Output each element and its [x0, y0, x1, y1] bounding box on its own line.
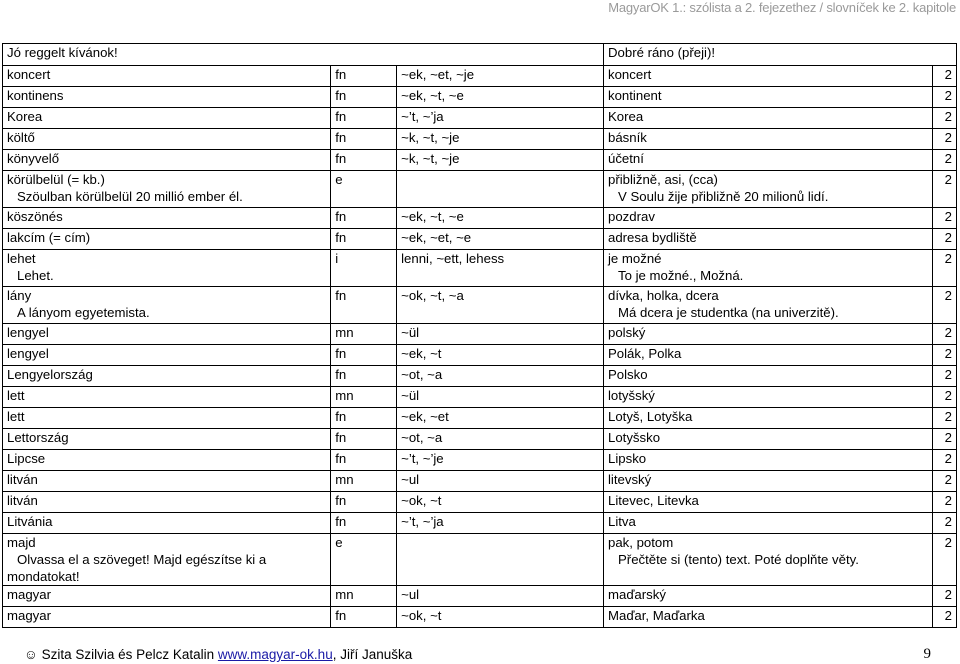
czech-translation: lotyšský: [608, 388, 655, 403]
table-row: [3, 366, 957, 387]
czech-example: Má dcera je studentka (na univerzitě).: [618, 305, 839, 320]
word-forms-cell: [397, 150, 604, 171]
footer-credits: [24, 647, 412, 662]
chapter-number: 2: [944, 288, 952, 303]
translation-cell: [604, 366, 933, 387]
chapter-number-cell: [933, 66, 957, 87]
chapter-number: 2: [944, 608, 952, 623]
part-of-speech-cell: [331, 287, 397, 324]
chapter-number-cell: [933, 108, 957, 129]
word-forms-cell: [397, 171, 604, 208]
part-of-speech-cell: [331, 450, 397, 471]
czech-translation: je možné: [608, 251, 662, 266]
word-cell: [3, 108, 331, 129]
vocabulary-table: [2, 43, 957, 628]
table-row: [3, 87, 957, 108]
czech-translation: přibližně, asi, (cca): [608, 172, 718, 187]
part-of-speech-cell: [331, 471, 397, 492]
hungarian-word: lengyel: [7, 325, 49, 340]
hungarian-word: Litvánia: [7, 514, 53, 529]
word-cell: [3, 345, 331, 366]
chapter-number-cell: [933, 150, 957, 171]
hungarian-word: Lettország: [7, 430, 69, 445]
translation-cell: [604, 513, 933, 534]
word-cell: [3, 87, 331, 108]
footer-website-link[interactable]: www.magyar-ok.hu: [217, 647, 333, 662]
table-row: [3, 534, 957, 586]
part-of-speech-cell: [331, 513, 397, 534]
part-of-speech-cell: [331, 429, 397, 450]
part-of-speech-cell: [331, 150, 397, 171]
running-header: MagyarOK 1.: szólista a 2. fejezethez / slovníček ke 2. kapitole: [608, 0, 956, 15]
translation-cell: [604, 287, 933, 324]
part-of-speech: fn: [335, 209, 347, 224]
part-of-speech: fn: [335, 514, 347, 529]
czech-translation: Lotyšsko: [608, 430, 661, 445]
word-cell: [3, 229, 331, 250]
greeting-row: [3, 44, 957, 66]
czech-translation: Polsko: [608, 367, 648, 382]
translation-cell: [604, 607, 933, 628]
translation-cell: [604, 87, 933, 108]
chapter-number-cell: [933, 429, 957, 450]
word-forms-cell: [397, 492, 604, 513]
chapter-number-cell: [933, 492, 957, 513]
part-of-speech: fn: [335, 88, 347, 103]
translation-cell: [604, 229, 933, 250]
part-of-speech-cell: [331, 366, 397, 387]
hungarian-word: könyvelő: [7, 151, 60, 166]
part-of-speech-cell: [331, 387, 397, 408]
chapter-number-cell: [933, 450, 957, 471]
czech-example: Přečtěte si (tento) text. Poté doplňte věty.: [618, 552, 859, 567]
table-row: [3, 429, 957, 450]
translation-cell: [604, 250, 933, 287]
table-row: [3, 250, 957, 287]
czech-translation: pak, potom: [608, 535, 674, 550]
table-row: [3, 345, 957, 366]
word-forms: ~ul: [401, 587, 420, 602]
chapter-number-cell: [933, 471, 957, 492]
czech-translation: Maďar, Maďarka: [608, 608, 705, 623]
word-forms: ~ül: [401, 325, 420, 340]
smiley-copyright-icon: ☺: [24, 647, 38, 662]
chapter-number: 2: [944, 430, 952, 445]
word-cell: [3, 450, 331, 471]
chapter-number: 2: [944, 587, 952, 602]
hungarian-word: Lengyelország: [7, 367, 93, 382]
chapter-number-cell: [933, 513, 957, 534]
translation-cell: [604, 408, 933, 429]
table-row: [3, 208, 957, 229]
chapter-number: 2: [944, 109, 952, 124]
word-forms: ~ok, ~t: [401, 608, 442, 623]
hungarian-word: magyar: [7, 587, 51, 602]
page-number: 9: [923, 646, 931, 662]
translation-cell: [604, 492, 933, 513]
part-of-speech-cell: [331, 408, 397, 429]
part-of-speech-cell: [331, 66, 397, 87]
word-forms: ~ot, ~a: [401, 367, 443, 382]
word-cell: [3, 287, 331, 324]
czech-translation: básník: [608, 130, 647, 145]
chapter-number-cell: [933, 586, 957, 607]
part-of-speech: mn: [335, 388, 354, 403]
chapter-number: 2: [944, 514, 952, 529]
word-forms-cell: [397, 450, 604, 471]
word-forms-cell: [397, 387, 604, 408]
word-forms: ~ot, ~a: [401, 430, 443, 445]
footer-coauthor: , Jiří Januška: [332, 647, 413, 662]
hungarian-word: lakcím (= cím): [7, 230, 91, 245]
hungarian-word: lengyel: [7, 346, 49, 361]
hungarian-word: Korea: [7, 109, 43, 124]
hungarian-example: Szöulban körülbelül 20 millió ember él.: [17, 189, 243, 204]
part-of-speech: mn: [335, 587, 354, 602]
part-of-speech: fn: [335, 130, 347, 145]
table-row: [3, 450, 957, 471]
word-forms-cell: [397, 586, 604, 607]
word-forms: ~ok, ~t: [401, 493, 442, 508]
part-of-speech-cell: [331, 129, 397, 150]
chapter-number-cell: [933, 287, 957, 324]
czech-example: To je možné., Možná.: [618, 268, 744, 283]
hungarian-word: lett: [7, 409, 25, 424]
chapter-number: 2: [944, 230, 952, 245]
chapter-number-cell: [933, 129, 957, 150]
chapter-number: 2: [944, 151, 952, 166]
table-row: [3, 408, 957, 429]
czech-translation: litevský: [608, 472, 652, 487]
part-of-speech: fn: [335, 451, 347, 466]
chapter-number-cell: [933, 171, 957, 208]
word-forms: ~’t, ~’ja: [401, 109, 444, 124]
czech-translation: koncert: [608, 67, 652, 82]
word-forms: ~’t, ~’ja: [401, 514, 444, 529]
czech-translation: dívka, holka, dcera: [608, 288, 719, 303]
word-cell: [3, 408, 331, 429]
hungarian-word: lehet: [7, 251, 36, 266]
word-forms-cell: [397, 287, 604, 324]
chapter-number: 2: [944, 367, 952, 382]
translation-cell: [604, 208, 933, 229]
part-of-speech-cell: [331, 108, 397, 129]
word-cell: [3, 250, 331, 287]
word-forms-cell: [397, 208, 604, 229]
hungarian-word: lány: [7, 288, 32, 303]
translation-cell: [604, 345, 933, 366]
czech-translation: Polák, Polka: [608, 346, 682, 361]
chapter-number-cell: [933, 534, 957, 586]
word-cell: [3, 586, 331, 607]
chapter-number: 2: [944, 388, 952, 403]
table-row: [3, 229, 957, 250]
word-forms: ~ek, ~et, ~e: [401, 230, 472, 245]
table-row: [3, 129, 957, 150]
translation-cell: [604, 150, 933, 171]
word-forms-cell: [397, 66, 604, 87]
greeting-czech: Dobré ráno (přeji)!: [604, 44, 957, 66]
chapter-number-cell: [933, 345, 957, 366]
word-forms-cell: [397, 345, 604, 366]
word-forms: ~ek, ~t, ~e: [401, 209, 464, 224]
chapter-number: 2: [944, 346, 952, 361]
word-forms-cell: [397, 324, 604, 345]
word-cell: [3, 534, 331, 586]
chapter-number-cell: [933, 87, 957, 108]
word-forms: ~ek, ~t: [401, 346, 442, 361]
part-of-speech-cell: [331, 586, 397, 607]
czech-translation: pozdrav: [608, 209, 655, 224]
word-forms-cell: [397, 513, 604, 534]
word-forms-cell: [397, 250, 604, 287]
part-of-speech: fn: [335, 230, 347, 245]
hungarian-word: majd: [7, 535, 36, 550]
part-of-speech-cell: [331, 171, 397, 208]
part-of-speech-cell: [331, 208, 397, 229]
part-of-speech: fn: [335, 608, 347, 623]
translation-cell: [604, 171, 933, 208]
chapter-number: 2: [944, 172, 952, 187]
chapter-number-cell: [933, 408, 957, 429]
table-row: [3, 492, 957, 513]
word-forms-cell: [397, 471, 604, 492]
chapter-number-cell: [933, 607, 957, 628]
chapter-number: 2: [944, 209, 952, 224]
hungarian-word: Lipcse: [7, 451, 46, 466]
word-cell: [3, 208, 331, 229]
word-forms: ~k, ~t, ~je: [401, 151, 460, 166]
word-forms-cell: [397, 129, 604, 150]
word-forms-cell: [397, 229, 604, 250]
chapter-number: 2: [944, 325, 952, 340]
hungarian-word: litván: [7, 472, 38, 487]
word-cell: [3, 471, 331, 492]
translation-cell: [604, 108, 933, 129]
part-of-speech-cell: [331, 345, 397, 366]
chapter-number: 2: [944, 409, 952, 424]
chapter-number: 2: [944, 451, 952, 466]
part-of-speech-cell: [331, 324, 397, 345]
hungarian-example: A lányom egyetemista.: [17, 305, 150, 320]
chapter-number-cell: [933, 366, 957, 387]
part-of-speech-cell: [331, 534, 397, 586]
part-of-speech-cell: [331, 250, 397, 287]
translation-cell: [604, 66, 933, 87]
word-cell: [3, 492, 331, 513]
part-of-speech: mn: [335, 472, 354, 487]
word-forms-cell: [397, 87, 604, 108]
word-cell: [3, 171, 331, 208]
chapter-number: 2: [944, 88, 952, 103]
part-of-speech: fn: [335, 67, 347, 82]
part-of-speech: i: [335, 251, 339, 266]
chapter-number: 2: [944, 251, 952, 266]
table-row: [3, 324, 957, 345]
word-cell: [3, 429, 331, 450]
czech-translation: účetní: [608, 151, 644, 166]
chapter-number-cell: [933, 387, 957, 408]
czech-translation: Litevec, Litevka: [608, 493, 699, 508]
table-row: [3, 387, 957, 408]
word-forms: ~ül: [401, 388, 420, 403]
word-forms: ~’t, ~’je: [401, 451, 444, 466]
word-cell: [3, 607, 331, 628]
hungarian-word: magyar: [7, 608, 51, 623]
hungarian-word: lett: [7, 388, 25, 403]
translation-cell: [604, 534, 933, 586]
word-cell: [3, 129, 331, 150]
table-row: [3, 607, 957, 628]
word-forms: ~ek, ~et: [401, 409, 449, 424]
hungarian-word: körülbelül (= kb.): [7, 172, 105, 187]
word-forms-cell: [397, 534, 604, 586]
part-of-speech: e: [335, 172, 343, 187]
chapter-number: 2: [944, 67, 952, 82]
word-cell: [3, 513, 331, 534]
hungarian-word: koncert: [7, 67, 51, 82]
czech-translation: Lipsko: [608, 451, 647, 466]
chapter-number-cell: [933, 250, 957, 287]
part-of-speech: e: [335, 535, 343, 550]
part-of-speech-cell: [331, 607, 397, 628]
word-cell: [3, 324, 331, 345]
table-row: [3, 471, 957, 492]
word-forms: ~ok, ~t, ~a: [401, 288, 464, 303]
translation-cell: [604, 387, 933, 408]
word-cell: [3, 366, 331, 387]
chapter-number: 2: [944, 130, 952, 145]
part-of-speech-cell: [331, 229, 397, 250]
part-of-speech-cell: [331, 492, 397, 513]
part-of-speech: mn: [335, 325, 354, 340]
hungarian-word: kontinens: [7, 88, 64, 103]
part-of-speech: fn: [335, 346, 347, 361]
word-cell: [3, 150, 331, 171]
table-row: [3, 287, 957, 324]
hungarian-example: Olvassa el a szöveget! Majd egészítse ki a: [17, 552, 267, 567]
hungarian-word: köszönés: [7, 209, 63, 224]
hungarian-example-cont: mondatokat!: [7, 569, 80, 584]
word-forms-cell: [397, 429, 604, 450]
word-forms: ~ul: [401, 472, 420, 487]
czech-translation: maďarský: [608, 587, 666, 602]
greeting-hungarian: Jó reggelt kívánok!: [3, 44, 604, 66]
czech-translation: Litva: [608, 514, 636, 529]
table-row: [3, 171, 957, 208]
part-of-speech: fn: [335, 409, 347, 424]
czech-translation: Korea: [608, 109, 644, 124]
translation-cell: [604, 450, 933, 471]
word-cell: [3, 66, 331, 87]
part-of-speech: fn: [335, 493, 347, 508]
czech-example: V Soulu žije přibližně 20 milionů lidí.: [618, 189, 829, 204]
translation-cell: [604, 129, 933, 150]
czech-translation: Lotyš, Lotyška: [608, 409, 693, 424]
chapter-number: 2: [944, 535, 952, 550]
word-forms-cell: [397, 366, 604, 387]
word-cell: [3, 387, 331, 408]
table-row: [3, 108, 957, 129]
czech-translation: adresa bydliště: [608, 230, 697, 245]
chapter-number: 2: [944, 493, 952, 508]
word-forms-cell: [397, 108, 604, 129]
table-row: [3, 66, 957, 87]
hungarian-word: költő: [7, 130, 35, 145]
translation-cell: [604, 586, 933, 607]
word-forms: ~ek, ~t, ~e: [401, 88, 464, 103]
part-of-speech-cell: [331, 87, 397, 108]
part-of-speech: fn: [335, 151, 347, 166]
chapter-number-cell: [933, 324, 957, 345]
czech-translation: kontinent: [608, 88, 662, 103]
translation-cell: [604, 324, 933, 345]
chapter-number-cell: [933, 208, 957, 229]
table-row: [3, 586, 957, 607]
hungarian-word: litván: [7, 493, 38, 508]
word-forms-cell: [397, 607, 604, 628]
translation-cell: [604, 471, 933, 492]
word-forms: ~k, ~t, ~je: [401, 130, 460, 145]
word-forms: lenni, ~ett, lehess: [401, 251, 505, 266]
table-row: [3, 150, 957, 171]
footer-authors: Szita Szilvia és Pelcz Katalin: [41, 647, 215, 662]
hungarian-example: Lehet.: [17, 268, 54, 283]
part-of-speech: fn: [335, 288, 347, 303]
word-forms-cell: [397, 408, 604, 429]
table-row: [3, 513, 957, 534]
chapter-number-cell: [933, 229, 957, 250]
part-of-speech: fn: [335, 430, 347, 445]
czech-translation: polský: [608, 325, 646, 340]
part-of-speech: fn: [335, 109, 347, 124]
translation-cell: [604, 429, 933, 450]
chapter-number: 2: [944, 472, 952, 487]
word-forms: ~ek, ~et, ~je: [401, 67, 475, 82]
part-of-speech: fn: [335, 367, 347, 382]
